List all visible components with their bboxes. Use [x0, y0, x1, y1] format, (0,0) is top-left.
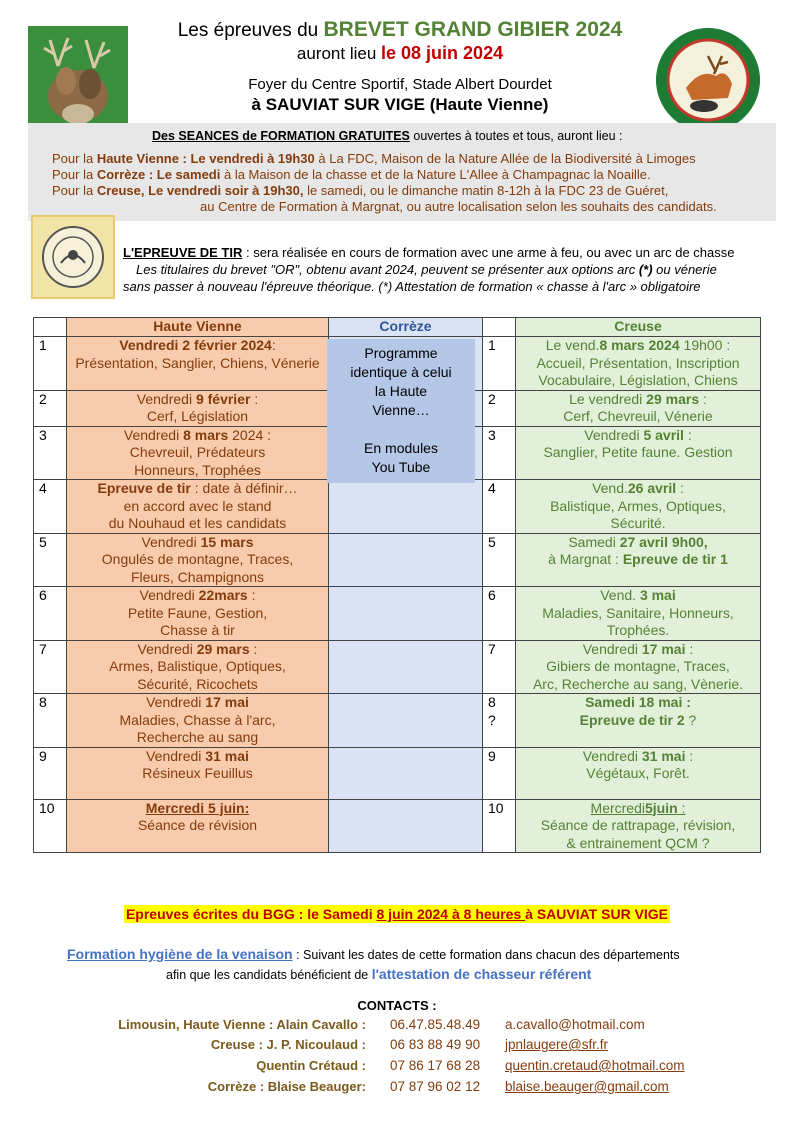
row-number: 6 [483, 587, 516, 641]
cell-line: Vendredi 31 mai [146, 747, 249, 764]
cell-line: Epreuve de tir : date à définir… [97, 480, 298, 496]
correze-box-line: identique à celui [350, 364, 452, 380]
row-number: 8 ? [483, 694, 516, 748]
correze-program-box [327, 339, 475, 483]
row-number: 1 [34, 337, 67, 391]
table-row [34, 587, 761, 641]
cell-line: Vendredi 9 février : [136, 390, 259, 407]
table-header-row [34, 318, 761, 337]
cell-line: Végétaux, Forêt. [586, 765, 690, 781]
table-row [34, 533, 761, 587]
contact-phone: 07 86 17 68 28 [390, 1058, 481, 1073]
correze-cell [329, 533, 483, 587]
formation-correze [52, 167, 651, 182]
brevet-seal-image [31, 215, 115, 299]
row-number: 5 [34, 533, 67, 587]
cell-line: Vendredi 31 mai : [582, 747, 694, 764]
cell-line: Gibiers de montagne, Traces, [546, 658, 730, 674]
cell-line: Fleurs, Champignons [130, 568, 265, 585]
header-blank [483, 318, 516, 337]
contact-email-link[interactable]: jpnlaugere@sfr.fr [505, 1037, 609, 1052]
cell-line: Ongulés de montagne, Traces, [101, 551, 294, 567]
cell-line: & entrainement QCM ? [566, 834, 710, 851]
cell-line: Samedi 18 mai : [585, 694, 691, 710]
tir-title: L'EPREUVE DE TIR [123, 245, 243, 260]
contact-phone: 07 87 96 02 12 [390, 1079, 481, 1094]
cell-line: Maladies, Sanitaire, Honneurs, [542, 604, 734, 621]
formation-intro-rest: ouvertes à toutes et tous, auront lieu : [409, 129, 623, 143]
row-number: 4 [483, 480, 516, 534]
text: ou vénerie [652, 262, 717, 277]
cell-line: Vendredi 17 mai : [582, 640, 694, 657]
cell-line: Epreuve de tir 2 ? [579, 711, 697, 728]
cell-line: Arc, Recherche au sang, Vènerie. [532, 675, 744, 692]
correze-box-line: You Tube [371, 459, 431, 475]
correze-cell [329, 747, 483, 799]
text: à La FDC, Maison de la Nature Allée de la Biodiversité à Limoges [314, 151, 696, 166]
text: : sera réalisée en cours de formation avec une arme à feu, ou avec un arc de chasse [242, 245, 735, 260]
creuse-cell [516, 337, 761, 391]
cell-line: Résineux Feuillus [142, 765, 253, 781]
cell-line: Le vend.8 mars 2024 19h00 : [545, 337, 731, 353]
table-row [34, 640, 761, 694]
col-haute-vienne: Haute Vienne [67, 318, 329, 337]
contact-email-link[interactable]: blaise.beauger@gmail.com [505, 1079, 669, 1094]
haute-vienne-cell [67, 480, 329, 534]
haute-vienne-cell [67, 533, 329, 587]
cell-line: Cerf, Législation [146, 408, 249, 424]
correze-cell [329, 799, 483, 853]
correze-cell [329, 640, 483, 694]
haute-vienne-cell [67, 799, 329, 853]
cell-line: Balistique, Armes, Optiques, [550, 497, 726, 514]
cell-line: Cerf, Chevreuil, Vénerie [563, 408, 713, 424]
cell-line: Sécurité. [610, 515, 666, 531]
text: Creuse, Le vendredi soir à 19h30, [96, 183, 304, 198]
text: Corrèze : Le samedi [96, 167, 221, 182]
haute-vienne-cell [67, 640, 329, 694]
cell-line: en accord avec le stand [123, 497, 272, 514]
row-number: 8 [34, 694, 67, 748]
table-row [34, 799, 761, 853]
row-number: 4 [34, 480, 67, 534]
formation-creuse [52, 183, 668, 198]
row-number: 10 [34, 799, 67, 853]
cell-line: Accueil, Présentation, Inscription [536, 354, 740, 371]
tir-line1 [123, 245, 735, 260]
text: (*) [638, 262, 653, 277]
correze-box-line: Programme [364, 345, 438, 361]
contact-phone: 06 83 88 49 90 [390, 1037, 481, 1052]
ecrits-banner [0, 906, 794, 924]
cell-line: Recherche au sang [136, 729, 259, 745]
cell-line: Sécurité, Ricochets [137, 675, 258, 692]
row-number: 5 [483, 533, 516, 587]
tir-line2 [136, 262, 717, 277]
formation-creuse-2: au Centre de Formation à Margnat, ou autre localisation selon les souhaits des candidats. [200, 199, 717, 214]
date-prefix: auront lieu [296, 44, 382, 63]
cell-line: Chevreuil, Prédateurs [129, 444, 266, 460]
correze-box-line: la Haute [374, 383, 428, 399]
haute-vienne-cell [67, 426, 329, 480]
contact-phone: 06.47.85.48.49 [390, 1017, 481, 1032]
cell-line: Vendredi 17 mai [146, 694, 249, 710]
creuse-cell [516, 587, 761, 641]
cell-line: Mercredi5juin : [590, 799, 686, 816]
haute-vienne-cell [67, 694, 329, 748]
cell-line: Présentation, Sanglier, Chiens, Vénerie [75, 354, 320, 371]
correze-box-line: En modules [364, 440, 438, 456]
text: Pour la [52, 183, 97, 198]
contact-email-link[interactable]: quentin.cretaud@hotmail.com [505, 1058, 685, 1073]
cell-line: Séance de révision [137, 817, 258, 833]
cell-line: Vend.26 avril : [592, 480, 684, 496]
row-number: 7 [483, 640, 516, 694]
ecrits-highlight [124, 905, 670, 923]
row-number: 9 [483, 747, 516, 799]
row-number: 3 [483, 426, 516, 480]
col-correze: Corrèze [329, 318, 483, 337]
creuse-cell [516, 747, 761, 799]
cell-line: Vend. 3 mai [600, 587, 676, 603]
formation-intro [152, 129, 623, 143]
contact-label: Corrèze : Blaise Beauger: [207, 1079, 366, 1094]
haute-vienne-cell [67, 587, 329, 641]
cell-line: Chasse à tir [160, 622, 235, 638]
hygiene-title: Formation hygiène de la venaison [67, 946, 293, 962]
cell-line: Vendredi 5 avril : [584, 426, 692, 443]
deer-logo-image [28, 26, 128, 126]
text: le samedi, ou le dimanche matin 8-12h à la FDC 23 de Guéret, [303, 183, 669, 198]
correze-box-line [327, 420, 475, 439]
tir-line3: sans passer à nouveau l'épreuve théorique. (*) Attestation de formation « chasse à l'arc » obligatoire [123, 279, 701, 294]
row-number: 3 [34, 426, 67, 480]
text: Pour la [52, 151, 97, 166]
formation-haute-vienne [52, 151, 696, 166]
text: 8 juin 2024 à 8 heures [376, 906, 526, 922]
correze-cell [329, 480, 483, 534]
contacts-title: CONTACTS : [357, 998, 437, 1013]
cell-line: à Margnat : Epreuve de tir 1 [548, 551, 728, 567]
cell-line: Armes, Balistique, Optiques, [109, 658, 286, 674]
row-number: 9 [34, 747, 67, 799]
cell-line: Sanglier, Petite faune. Gestion [543, 444, 733, 460]
header-blank [34, 318, 67, 337]
creuse-cell [516, 799, 761, 853]
text: Les titulaires du brevet "OR", obtenu avant 2024, peuvent se présenter aux options arc [136, 262, 639, 277]
row-number: 1 [483, 337, 516, 391]
venue: Foyer du Centre Sportif, Stade Albert Dourdet [248, 76, 552, 93]
cell-line: Vocabulaire, Législation, Chiens [538, 372, 738, 388]
correze-cell [329, 587, 483, 641]
text: Epreuves écrites du BGG : le Samedi [125, 906, 377, 922]
col-creuse: Creuse [516, 318, 761, 337]
text: l'attestation de chasseur référent [371, 966, 592, 982]
creuse-cell [516, 390, 761, 426]
hygiene-line1 [67, 946, 680, 962]
contact-email-link[interactable]: a.cavallo@hotmail.com [505, 1017, 645, 1032]
correze-cell [329, 694, 483, 748]
contact-label: Limousin, Haute Vienne : Alain Cavallo : [118, 1017, 366, 1032]
cell-line: Mercredi 5 juin: [145, 799, 250, 816]
date-value: le 08 juin 2024 [381, 43, 504, 63]
text: à SAUVIAT SUR VIGE [525, 906, 669, 922]
text: à la Maison de la chasse et de la Nature L'Allee à Champagnac la Noaille. [220, 167, 651, 182]
table-row [34, 694, 761, 748]
creuse-cell [516, 640, 761, 694]
cell-line: Vendredi 2 février 2024: [119, 337, 276, 353]
cell-line: Samedi 27 avril 9h00, [568, 533, 708, 550]
cell-line: Séance de rattrapage, révision, [540, 817, 736, 833]
cell-line: Petite Faune, Gestion, [127, 604, 268, 621]
cell-line: Trophées. [606, 622, 670, 638]
contact-label: Quentin Crétaud : [256, 1058, 366, 1073]
haute-vienne-cell [67, 337, 329, 391]
haute-vienne-cell [67, 747, 329, 799]
creuse-cell [516, 480, 761, 534]
text: : Suivant les dates de cette formation dans chacun des départements [292, 948, 680, 962]
cell-line: du Nouhaud et les candidats [108, 515, 287, 531]
table-row [34, 747, 761, 799]
title-prefix: Les épreuves du [177, 20, 324, 41]
row-number: 2 [34, 390, 67, 426]
haute-vienne-cell [67, 390, 329, 426]
text: Pour la [52, 167, 97, 182]
cell-line: Honneurs, Trophées [134, 461, 261, 478]
hygiene-line2 [166, 966, 591, 982]
cell-line: Vendredi 29 mars : [137, 640, 258, 657]
correze-box-line: Vienne… [372, 402, 430, 418]
row-number: 10 [483, 799, 516, 853]
cell-line: Vendredi 22mars : [139, 587, 256, 603]
table-row [34, 480, 761, 534]
text: afin que les candidats bénéficient de [166, 968, 372, 982]
creuse-cell [516, 533, 761, 587]
row-number: 6 [34, 587, 67, 641]
creuse-cell [516, 694, 761, 748]
cell-line: Vendredi 8 mars 2024 : [123, 426, 272, 443]
formation-intro-bold: Des SEANCES de FORMATION GRATUITES [152, 129, 410, 143]
row-number: 7 [34, 640, 67, 694]
cell-line: Le vendredi 29 mars : [569, 390, 707, 407]
cell-line: Vendredi 15 mars [141, 533, 254, 550]
city: à SAUVIAT SUR VIGE (Haute Vienne) [251, 95, 549, 114]
text: Haute Vienne : Le vendredi à 19h30 [96, 151, 315, 166]
page-title [120, 18, 680, 42]
title-main: BREVET GRAND GIBIER 2024 [323, 18, 623, 41]
contact-label: Creuse : J. P. Nicoulaud : [210, 1037, 366, 1052]
cell-line: Maladies, Chasse à l'arc, [119, 711, 276, 728]
date-line [120, 43, 680, 64]
row-number: 2 [483, 390, 516, 426]
creuse-cell [516, 426, 761, 480]
